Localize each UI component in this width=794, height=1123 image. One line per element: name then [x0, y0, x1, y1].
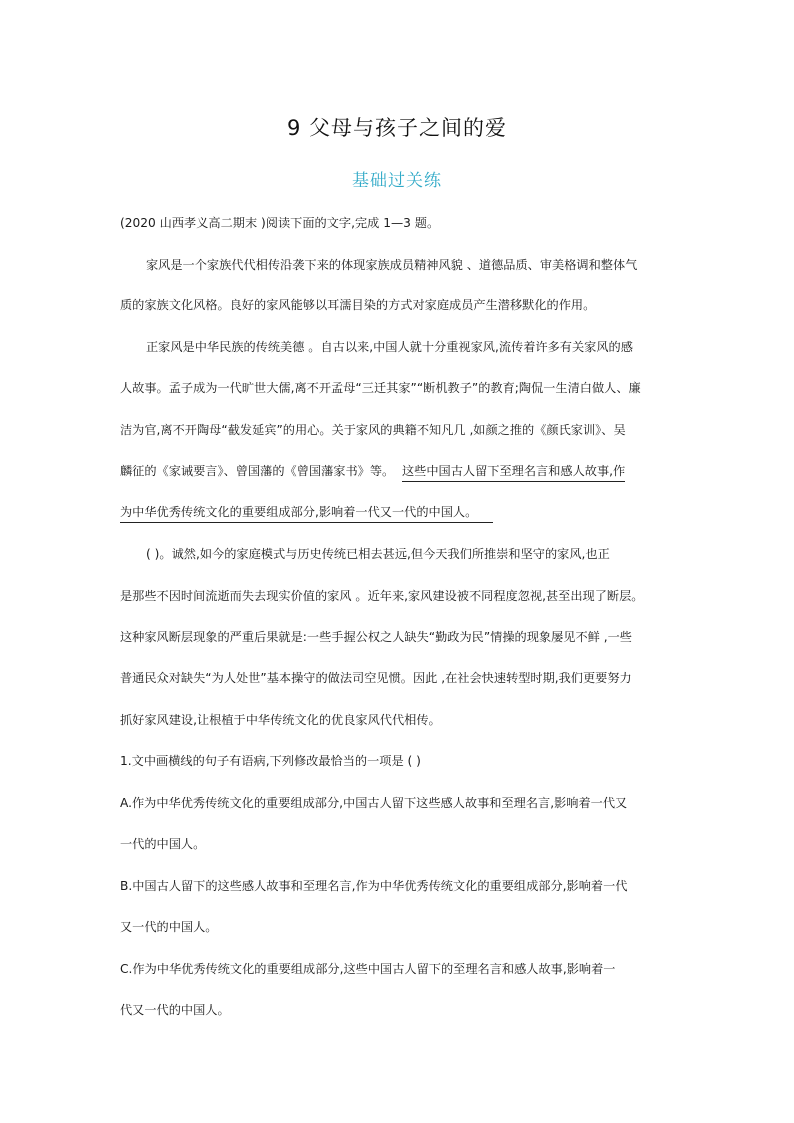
passage-p2-line2: 人故事。孟子成为一代旷世大儒,离不开孟母“三迁其家”“断机教子”的教育;陶侃一生清白做人、廉 — [120, 381, 641, 395]
option-c-line1: C.作为中华优秀传统文化的重要组成部分,这些中国古人留下的至理名言和感人故事,影响着一 — [120, 962, 616, 976]
passage-p2-line5 — [120, 503, 493, 520]
passage-p1-line1: 家风是一个家族代代相传沿袭下来的体现家族成员精神风貌 、道德品质、审美格调和整体气 — [146, 258, 638, 272]
passage-p2-line1: 正家风是中华民族的传统美德 。自古以来,中国人就十分重视家风,流传着许多有关家风的感 — [146, 340, 633, 354]
passage-p2-line3: 洁为官,离不开陶母“截发延宾”的用心。关于家风的典籍不知凡几 ,如颜之推的《颜氏家训》、吴 — [120, 423, 626, 437]
option-c-line2: 代又一代的中国人。 — [120, 1003, 230, 1017]
passage-p3-line3: 这种家风断层现象的严重后果就是:一些手握公权之人缺失“勤政为民”情操的现象屡见不鲜 ,一些 — [120, 630, 632, 644]
option-a-line1: A.作为中华优秀传统文化的重要组成部分,中国古人留下这些感人故事和至理名言,影响着一代又 — [120, 796, 628, 810]
passage-p2-line4-text: 麟征的《家诫要言》、曾国藩的《曾国藩家书》等。 — [120, 464, 395, 478]
passage-p3-line1: ( )。诚然,如今的家庭模式与历史传统已相去甚远,但今天我们所推崇和坚守的家风,也正 — [146, 547, 610, 561]
passage-p1-line2: 质的家族文化风格。良好的家风能够以耳濡目染的方式对家庭成员产生潜移默化的作用。 — [120, 298, 596, 312]
underlined-sentence-part2: 为中华优秀传统文化的重要组成部分,影响着一代又一代的中国人。 — [120, 505, 477, 523]
underlined-sentence-part1: 这些中国古人留下至理名言和感人故事,作 — [402, 464, 625, 482]
section-heading: 基础过关练 — [352, 171, 442, 191]
option-a-line2: 一代的中国人。 — [120, 837, 206, 851]
question-1-stem: 1.文中画横线的句子有语病,下列修改最恰当的一项是 ( ) — [120, 754, 421, 768]
passage-p3-line4: 普通民众对缺失“为人处世”基本操守的做法司空见惯。因此 ,在社会快速转型时期,我们更要努力 — [120, 671, 632, 685]
source-line: (2020 山西孝义高二期末 )阅读下面的文字,完成 1—3 题。 — [120, 216, 440, 230]
passage-p2-line4 — [120, 462, 625, 479]
option-b-line2: 又一代的中国人。 — [120, 920, 218, 934]
passage-p3-line2: 是那些不因时间流逝而失去现实价值的家风 。近年来,家风建设被不同程度忽视,甚至出现了断层。 — [120, 589, 644, 603]
page-title: 9 父母与孩子之间的爱 — [286, 116, 508, 140]
option-b-line1: B.中国古人留下的这些感人故事和至理名言,作为中华优秀传统文化的重要组成部分,影响着一代 — [120, 879, 628, 893]
passage-p3-line5: 抓好家风建设,让根植于中华传统文化的优良家风代代相传。 — [120, 713, 441, 727]
